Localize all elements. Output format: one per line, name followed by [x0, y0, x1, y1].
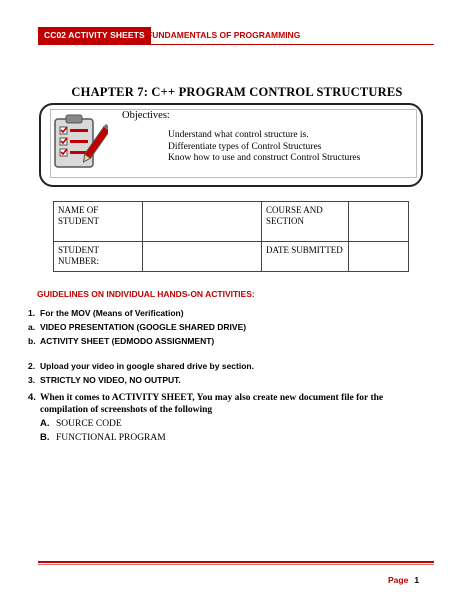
date-submitted-field[interactable]	[349, 242, 409, 272]
clipboard-checklist-icon	[52, 113, 108, 173]
guideline-item-1: 1. For the MOV (Means of Verification)	[28, 308, 184, 318]
guideline-item-4: 4. When it comes to ACTIVITY SHEET, You may also create new document file for the compilation of screenshots of the following	[28, 392, 384, 415]
sub-item-source-code: A. SOURCE CODE	[40, 418, 122, 429]
student-number-field[interactable]	[143, 242, 262, 272]
guideline-item-2: 2. Upload your video in google shared drive by section.	[28, 361, 254, 371]
guideline-item-3: 3. STRICTLY NO VIDEO, NO OUTPUT.	[28, 375, 181, 385]
name-field[interactable]	[143, 202, 262, 242]
objectives-label: Objectives:	[122, 110, 170, 121]
objective-item: Know how to use and construct Control Structures	[168, 153, 361, 163]
sub-item-functional-program: B. FUNCTIONAL PROGRAM	[40, 432, 166, 443]
chapter-title: CHAPTER 7: C++ PROGRAM CONTROL STRUCTURES	[71, 85, 403, 99]
footer-rule-thin	[38, 564, 434, 565]
objective-item: Differentiate types of Control Structures	[168, 141, 322, 152]
course-label: COURSE AND SECTION	[262, 202, 349, 242]
guideline-item-b: b. ACTIVITY SHEET (EDMODO ASSIGNMENT)	[28, 336, 215, 346]
header-rule	[38, 44, 434, 45]
header-title: FUNDAMENTALS OF PROGRAMMING	[147, 30, 301, 40]
header-tag: CC02 ACTIVITY SHEETS	[38, 27, 151, 44]
guideline-item-a: a. VIDEO PRESENTATION (GOOGLE SHARED DRIVE)	[28, 322, 247, 332]
guidelines-title: GUIDELINES ON INDIVIDUAL HANDS-ON ACTIVITIES:	[37, 289, 255, 299]
objective-item: Understand what control structure is.	[168, 130, 309, 140]
page-number: Page 1	[388, 575, 420, 585]
date-submitted-label: DATE SUBMITTED	[262, 242, 349, 272]
student-number-label: STUDENT NUMBER:	[54, 242, 143, 272]
student-info-table	[53, 201, 409, 272]
footer-rule	[38, 561, 434, 563]
objectives-list	[168, 130, 360, 165]
course-field[interactable]	[349, 202, 409, 242]
name-label: NAME OF STUDENT	[54, 202, 143, 242]
page-header	[38, 27, 434, 45]
